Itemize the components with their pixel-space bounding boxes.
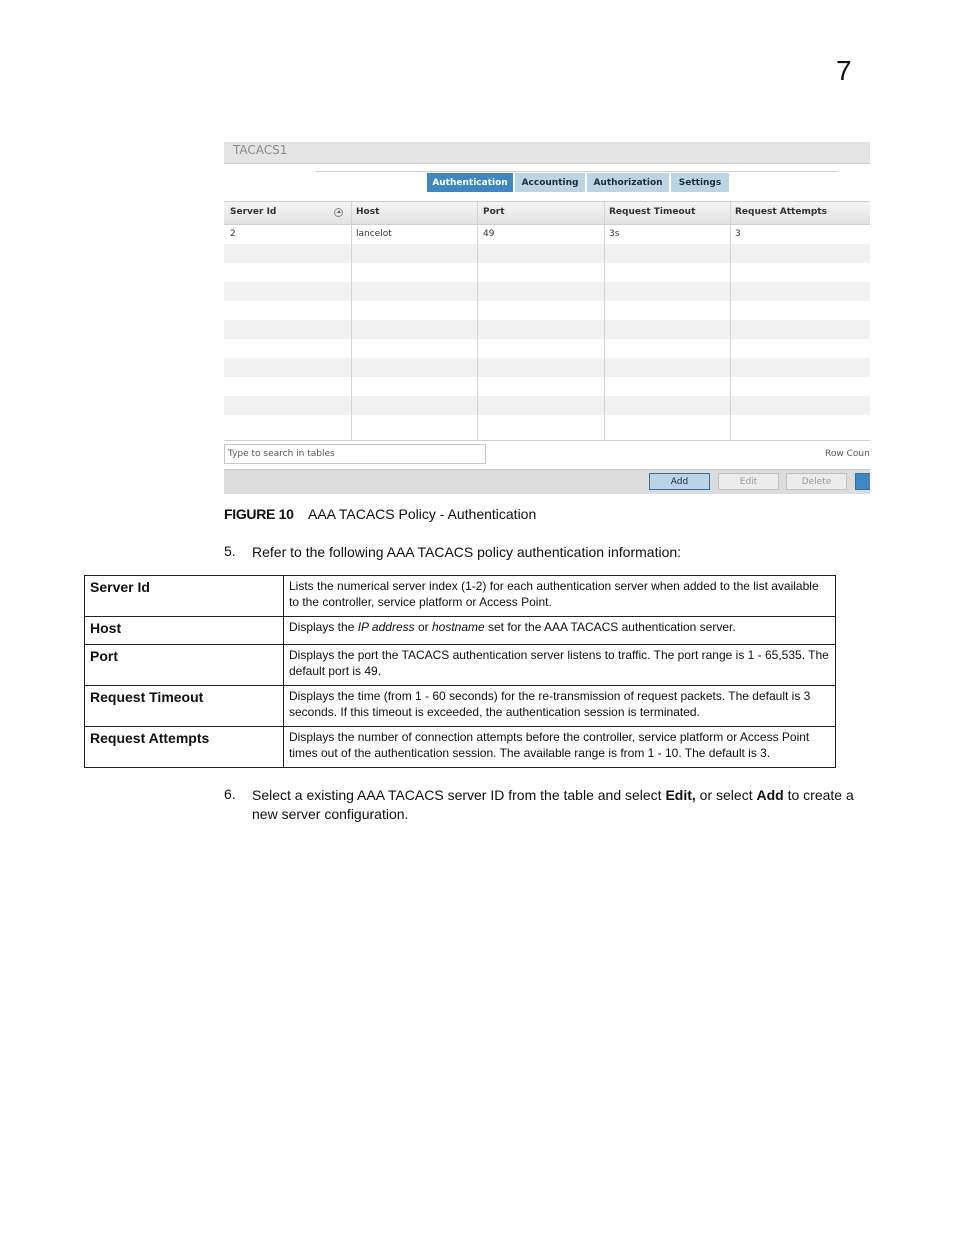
step-6: [224, 786, 870, 826]
figure-caption-text: AAA TACACS Policy - Authentication: [308, 506, 537, 522]
step-text-part: to create a new server configuration.: [252, 787, 854, 822]
empty-row: [224, 282, 870, 301]
empty-row: [224, 377, 870, 396]
table-row: [85, 645, 836, 686]
column-header-port[interactable]: Port: [483, 207, 505, 217]
column-header-request-attempts[interactable]: Request Attempts: [735, 207, 827, 217]
empty-row: [224, 339, 870, 358]
tab-divider: [316, 171, 838, 172]
step-number: 6.: [224, 786, 236, 802]
empty-row: [224, 320, 870, 339]
column-divider: [351, 202, 352, 440]
tab-authorization[interactable]: Authorization: [587, 173, 669, 192]
tab-bar: [427, 173, 731, 192]
desc-emphasis: IP address: [357, 620, 415, 634]
desc-text: set for the AAA TACACS authentication server.: [484, 620, 736, 634]
cell-host: lancelot: [356, 229, 392, 239]
table-header: [224, 202, 870, 225]
cell-request-timeout: 3s: [609, 229, 620, 239]
desc-text: or: [414, 620, 432, 634]
figure-label: FIGURE 10: [224, 506, 294, 522]
chapter-number: 7: [836, 55, 852, 86]
step-text-part: Select a existing AAA TACACS server ID from the table and select: [252, 787, 666, 803]
field-description: Displays the port the TACACS authentication server listens to traffic. The port range is 1 - 65,535. The default port is 49.: [284, 645, 836, 686]
overflow-button[interactable]: [855, 473, 870, 490]
table-row: [85, 727, 836, 768]
column-header-server-id[interactable]: Server Id: [230, 207, 277, 217]
delete-button[interactable]: Delete: [786, 473, 847, 490]
field-name: Server Id: [85, 576, 284, 617]
desc-emphasis: hostname: [431, 620, 485, 634]
empty-row: [224, 301, 870, 320]
field-description: [284, 617, 836, 645]
field-description: Lists the numerical server index (1-2) for each authentication server when added to the list available to the controller, service platform or Access Point.: [284, 576, 836, 617]
column-header-host[interactable]: Host: [356, 207, 380, 217]
empty-row: [224, 415, 870, 434]
table-row: [85, 576, 836, 617]
step-5: [224, 543, 864, 563]
desc-text: Displays the: [289, 620, 358, 634]
table-row[interactable]: [224, 225, 870, 244]
button-bar: [224, 469, 870, 494]
tab-authentication[interactable]: Authentication: [427, 173, 513, 192]
tab-settings[interactable]: Settings: [671, 173, 729, 192]
field-name: Port: [85, 645, 284, 686]
window-title-bar: [224, 142, 870, 164]
window-title: TACACS1: [233, 143, 288, 157]
sort-icon[interactable]: [334, 208, 343, 217]
field-description-table: [84, 575, 836, 768]
field-description: Displays the number of connection attempts before the controller, service platform or Access Point times out of the authentication session. The available range is from 1 - 10. The default is 3.: [284, 727, 836, 768]
table-row: [85, 617, 836, 645]
add-button[interactable]: Add: [649, 473, 710, 490]
cell-server-id: 2: [230, 229, 236, 239]
step-text: [252, 786, 870, 824]
field-description: Displays the time (from 1 - 60 seconds) for the re-transmission of request packets. The default is 3 seconds. If this timeout is exceeded, the authentication session is terminated.: [284, 686, 836, 727]
empty-row: [224, 396, 870, 415]
table-search-input[interactable]: Type to search in tables: [224, 444, 486, 464]
keyword-edit: Edit,: [665, 787, 696, 803]
row-count-label: Row Coun: [825, 449, 870, 459]
column-header-request-timeout[interactable]: Request Timeout: [609, 207, 696, 217]
cell-port: 49: [483, 229, 495, 239]
servers-table: [224, 201, 870, 441]
cell-request-attempts: 3: [735, 229, 741, 239]
tab-accounting[interactable]: Accounting: [515, 173, 585, 192]
step-number: 5.: [224, 543, 236, 559]
empty-row: [224, 358, 870, 377]
step-text-part: or select: [695, 787, 757, 803]
field-name: Host: [85, 617, 284, 645]
field-name: Request Attempts: [85, 727, 284, 768]
figure-caption: [224, 506, 537, 522]
keyword-add: Add: [756, 787, 784, 803]
step-text: Refer to the following AAA TACACS policy authentication information:: [252, 544, 682, 560]
empty-row: [224, 244, 870, 263]
edit-button[interactable]: Edit: [718, 473, 779, 490]
tacacs-policy-screenshot: [224, 142, 870, 494]
field-name: Request Timeout: [85, 686, 284, 727]
column-divider: [604, 202, 605, 440]
column-divider: [477, 202, 478, 440]
empty-row: [224, 263, 870, 282]
table-row: [85, 686, 836, 727]
column-divider: [730, 202, 731, 440]
